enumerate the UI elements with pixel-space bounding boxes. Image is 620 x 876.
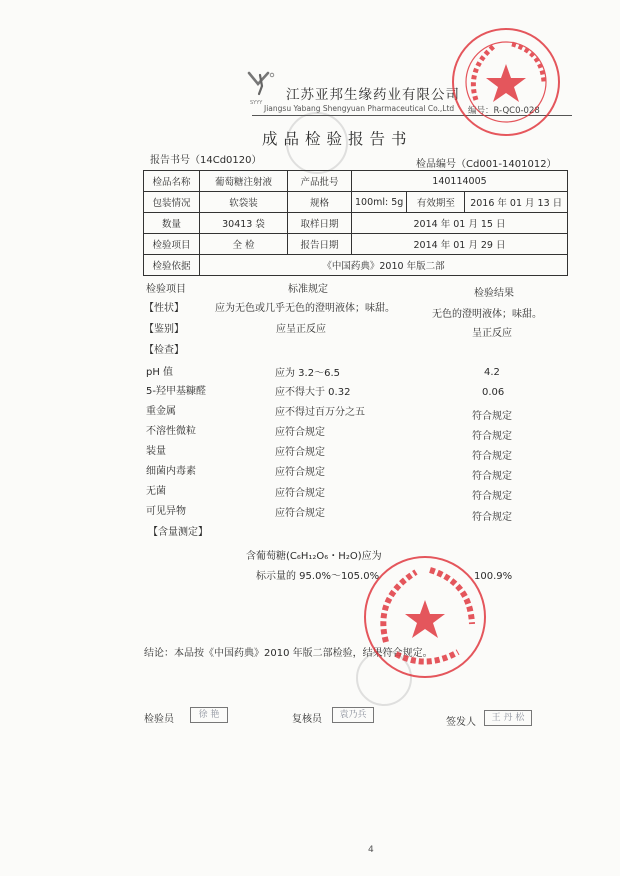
table-row <box>144 213 568 234</box>
check-name: pH 值 <box>146 367 174 378</box>
col-header-standard: 标准规定 <box>288 284 328 295</box>
product-name-label: 检品名称 <box>144 171 200 192</box>
table-row <box>144 171 568 192</box>
check-result: 4.2 <box>484 367 500 378</box>
assay-result: 100.9% <box>474 571 513 582</box>
check-result: 符合规定 <box>472 491 512 502</box>
check-result: 符合规定 <box>472 451 512 462</box>
check-result: 符合规定 <box>472 512 512 523</box>
company-seal-stamp <box>452 28 560 136</box>
product-name-value: 葡萄糖注射液 <box>200 171 288 192</box>
package-value: 软袋装 <box>200 192 288 213</box>
product-info-table <box>143 170 568 276</box>
inspector-label: 检验员 <box>144 714 174 725</box>
assay-standard-line2: 标示量的 95.0%～105.0% <box>256 571 380 582</box>
sampling-date-label: 取样日期 <box>288 213 352 234</box>
inspection-number: 检品编号（Cd001-1401012） <box>416 159 557 170</box>
identification-result: 呈正反应 <box>472 328 512 339</box>
check-standard: 应符合规定 <box>275 488 325 499</box>
assay-standard-line1: 含葡萄糖(C₆H₁₂O₆・H₂O)应为 <box>246 551 382 562</box>
spec-value: 100ml: 5g <box>352 192 407 213</box>
check-name: 无菌 <box>146 486 166 497</box>
check-standard: 应符合规定 <box>275 508 325 519</box>
reviewer-signature: 袁乃兵 <box>332 707 374 723</box>
page-number: 4 <box>368 845 374 855</box>
check-standard: 应不得过百万分之五 <box>275 407 365 418</box>
logo-caption: SYYY <box>250 100 263 106</box>
quality-control-seal-stamp <box>364 556 486 678</box>
quantity-value: 30413 袋 <box>200 213 288 234</box>
basis-value: 《中国药典》2010 年版二部 <box>200 255 568 276</box>
inspection-item-label: 检验项目 <box>144 234 200 255</box>
col-header-result: 检验结果 <box>474 288 514 299</box>
page-title: 成品检验报告书 <box>262 130 413 148</box>
expiry-value: 2016 年 01 月 13 日 <box>465 192 568 213</box>
check-standard: 应不得大于 0.32 <box>275 387 351 398</box>
inspection-item-value: 全 检 <box>200 234 288 255</box>
issuer-signature: 王 丹 松 <box>484 710 532 726</box>
check-result: 符合规定 <box>472 411 512 422</box>
check-standard: 应符合规定 <box>275 467 325 478</box>
section-identification: 【鉴别】 <box>144 324 184 335</box>
check-result: 符合规定 <box>472 431 512 442</box>
col-header-item: 检验项目 <box>146 284 186 295</box>
check-result: 符合规定 <box>472 471 512 482</box>
spec-label: 规格 <box>288 192 352 213</box>
report-number: 报告书号（14Cd0120） <box>150 155 262 166</box>
properties-standard: 应为无色或几乎无色的澄明液体；味甜。 <box>215 303 395 314</box>
issuer-label: 签发人 <box>446 717 476 728</box>
batch-label: 产品批号 <box>288 171 352 192</box>
quantity-label: 数量 <box>144 213 200 234</box>
check-name: 不溶性微粒 <box>146 426 196 437</box>
identification-standard: 应呈正反应 <box>276 324 326 335</box>
properties-result: 无色的澄明液体；味甜。 <box>432 309 542 320</box>
section-assay: 【含量测定】 <box>148 527 208 538</box>
company-logo-icon <box>246 70 280 98</box>
basis-label: 检验依据 <box>144 255 200 276</box>
sampling-date-value: 2014 年 01 月 15 日 <box>352 213 568 234</box>
report-date-label: 报告日期 <box>288 234 352 255</box>
table-row <box>144 234 568 255</box>
company-name-en: Jiangsu Yabang Shengyuan Pharmaceutical Co.,Ltd <box>264 104 455 113</box>
company-name-cn: 江苏亚邦生缘药业有限公司 <box>286 87 460 103</box>
report-date-value: 2014 年 01 月 29 日 <box>352 234 568 255</box>
check-result: 0.06 <box>482 387 505 398</box>
check-name: 可见异物 <box>146 506 186 517</box>
batch-value: 140114005 <box>352 171 568 192</box>
check-name: 5-羟甲基糠醛 <box>146 386 206 397</box>
check-standard: 应符合规定 <box>275 447 325 458</box>
check-name: 重金属 <box>146 406 176 417</box>
section-examination: 【检查】 <box>144 345 184 356</box>
inspector-signature: 徐 艳 <box>190 707 228 723</box>
table-row <box>144 192 568 213</box>
expiry-label: 有效期至 <box>407 192 465 213</box>
package-label: 包装情况 <box>144 192 200 213</box>
check-name: 装量 <box>146 446 166 457</box>
document-number: 编号：R-QC0-028 <box>468 106 540 116</box>
conclusion-text: 结论：本品按《中国药典》2010 年版二部检验，结果符合规定。 <box>144 648 433 659</box>
reviewer-label: 复核员 <box>292 714 322 725</box>
check-name: 细菌内毒素 <box>146 466 196 477</box>
table-row <box>144 255 568 276</box>
check-standard: 应为 3.2～6.5 <box>275 368 340 379</box>
check-standard: 应符合规定 <box>275 427 325 438</box>
section-properties: 【性状】 <box>144 303 184 314</box>
